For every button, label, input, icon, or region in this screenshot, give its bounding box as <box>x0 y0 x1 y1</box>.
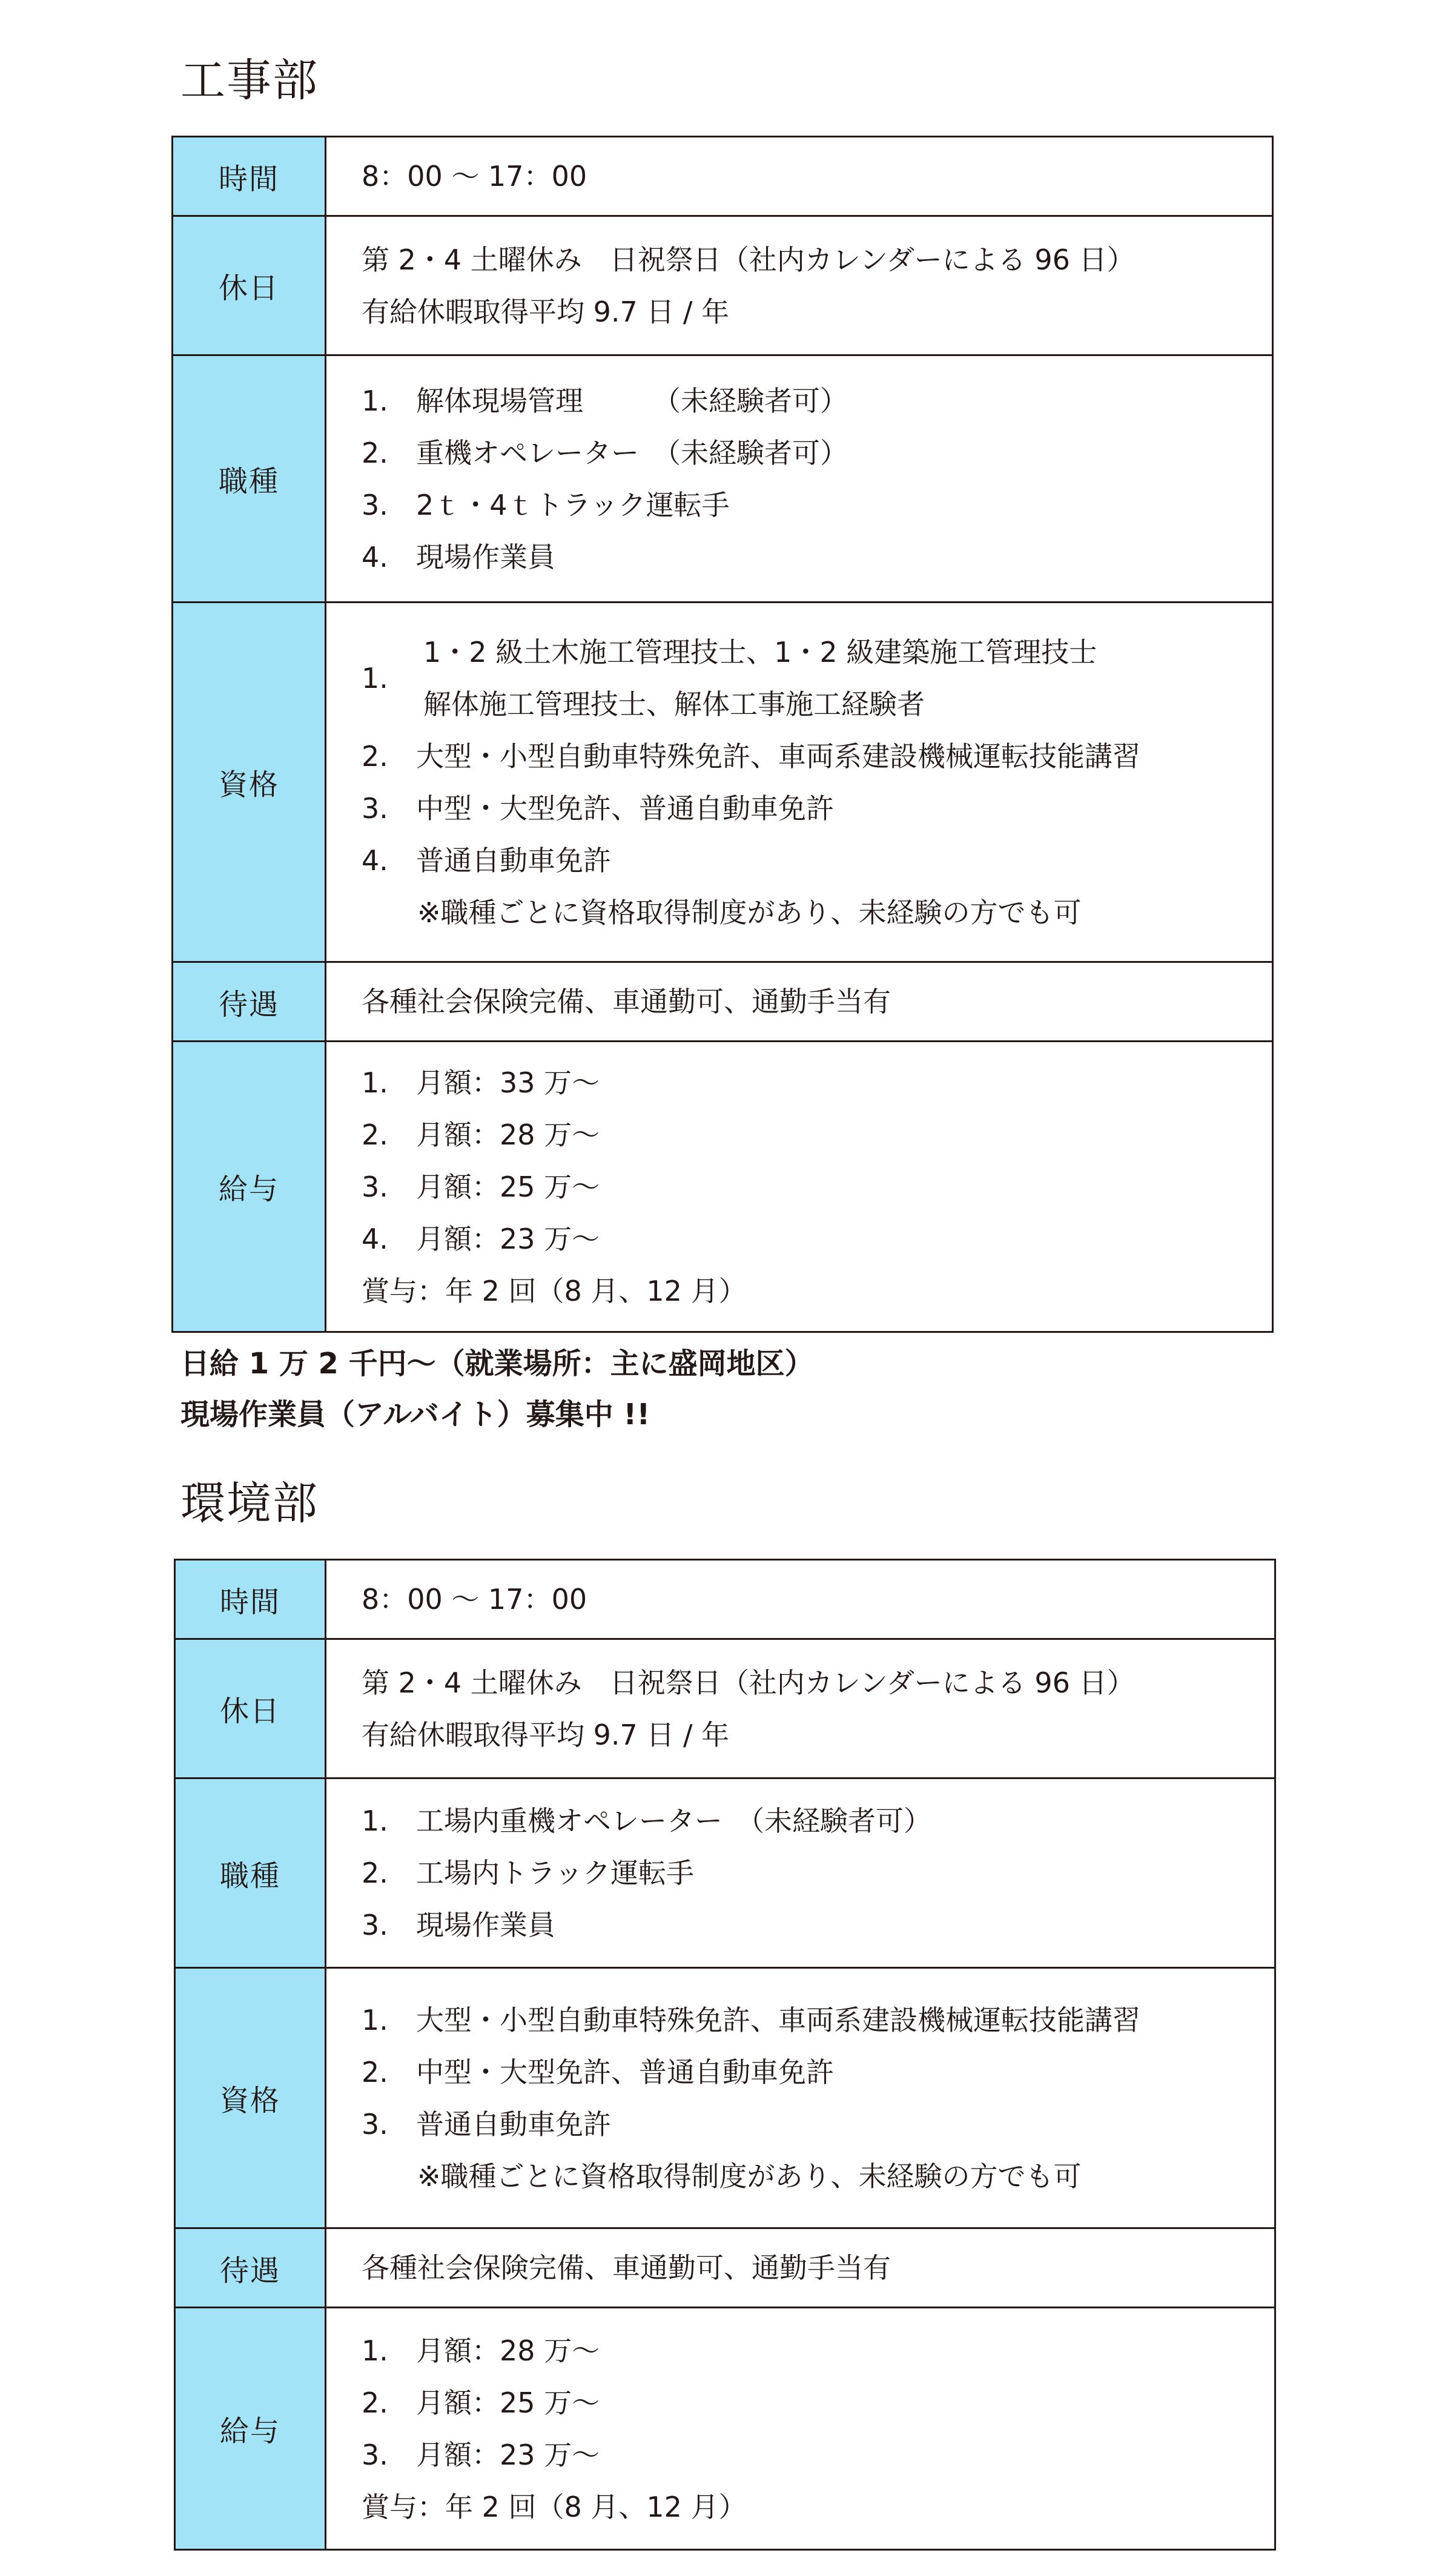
list-item: 1. 大型・小型自動車特殊免許、車両系建設機械運転技能講習 <box>362 2003 1140 2036</box>
list-item: 3. 2ｔ・4ｔトラック運転手 <box>362 488 730 521</box>
kankyo-value-salary <box>326 2308 1275 2550</box>
kankyo-value-benefits <box>326 2228 1275 2308</box>
koji-label-qualifications: 資格 <box>173 603 326 962</box>
list-item: 2. 月額：28 万〜 <box>362 1118 600 1151</box>
kankyo-label-jobs: 職種 <box>175 1778 326 1968</box>
kankyo-value-holidays <box>326 1639 1275 1778</box>
kankyo-label-salary: 給与 <box>175 2308 326 2550</box>
koji-row-salary <box>173 1042 1273 1332</box>
kankyo-label-qualifications: 資格 <box>175 1968 326 2228</box>
list-item: 2. 月額：25 万〜 <box>362 2386 600 2419</box>
salary-bonus: 賞与：年 2 回（8 月、12 月） <box>362 2490 747 2523</box>
koji-value-jobs <box>326 355 1273 603</box>
notice-line: 日給 1 万 2 千円〜（就業場所：主に盛岡地区） <box>180 1347 814 1381</box>
list-item: 4. 月額：23 万〜 <box>362 1222 600 1255</box>
section-title-koji: 工事部 <box>180 54 319 107</box>
koji-row-hours <box>173 137 1273 216</box>
list-item: 2. 大型・小型自動車特殊免許、車両系建設機械運転技能講習 <box>362 739 1140 773</box>
kankyo-value-jobs <box>326 1778 1275 1968</box>
koji-row-jobs <box>173 355 1273 603</box>
salary-bonus: 賞与：年 2 回（8 月、12 月） <box>362 1274 747 1307</box>
notice-line: 現場作業員（アルバイト）募集中 !! <box>180 1398 650 1432</box>
koji-row-holidays <box>173 216 1273 355</box>
koji-label-holidays: 休日 <box>173 216 326 355</box>
list-item: 4. 普通自動車免許 <box>362 844 611 877</box>
list-item: 3. 月額：23 万〜 <box>362 2438 600 2471</box>
koji-holidays-line: 有給休暇取得平均 9.7 日 / 年 <box>362 295 730 328</box>
kankyo-holidays-line: 有給休暇取得平均 9.7 日 / 年 <box>362 1718 730 1751</box>
koji-value-benefits <box>326 962 1273 1042</box>
kankyo-hours-text: 8：00 〜 17：00 <box>362 1583 587 1616</box>
part-time-notice <box>180 1338 814 1440</box>
koji-row-qualifications <box>173 603 1273 962</box>
kankyo-value-hours <box>326 1560 1275 1639</box>
list-item: 2. 工場内トラック運転手 <box>362 1857 695 1889</box>
koji-value-holidays <box>326 216 1273 355</box>
koji-info-table <box>171 136 1274 1333</box>
list-item: 3. 普通自動車免許 <box>362 2107 611 2141</box>
list-item: 3. 月額：25 万〜 <box>362 1170 600 1203</box>
koji-label-hours: 時間 <box>173 137 326 216</box>
koji-value-salary <box>326 1042 1273 1332</box>
kankyo-row-hours <box>175 1560 1275 1639</box>
list-item: 1. 1・2 級土木施工管理技士、1・2 級建築施工管理技士 解体施工管理技士、解体工事施工経験者 <box>362 635 1097 721</box>
kankyo-label-benefits: 待遇 <box>175 2228 326 2308</box>
list-item: 1. 解体現場管理 （未経験者可） <box>362 384 848 417</box>
kankyo-row-qualifications <box>175 1968 1275 2228</box>
koji-value-qualifications <box>326 603 1273 962</box>
kankyo-row-benefits <box>175 2228 1275 2308</box>
koji-hours-text: 8：00 〜 17：00 <box>362 160 587 193</box>
list-item: 3. 現場作業員 <box>362 1909 555 1941</box>
qualification-note: ※職種ごとに資格取得制度があり、未経験の方でも可 <box>417 2159 1082 2193</box>
koji-label-salary: 給与 <box>173 1042 326 1332</box>
list-item: 1. 月額：33 万〜 <box>362 1066 600 1099</box>
kankyo-benefits-text: 各種社会保険完備、車通勤可、通勤手当有 <box>362 2251 891 2284</box>
list-item: 3. 中型・大型免許、普通自動車免許 <box>362 791 834 825</box>
koji-holidays-line: 第 2・4 土曜休み 日祝祭日（社内カレンダーによる 96 日） <box>362 243 1135 276</box>
kankyo-row-jobs <box>175 1778 1275 1968</box>
kankyo-info-table <box>174 1559 1276 2551</box>
kankyo-value-qualifications <box>326 1968 1275 2228</box>
kankyo-holidays-line: 第 2・4 土曜休み 日祝祭日（社内カレンダーによる 96 日） <box>362 1666 1135 1699</box>
list-item: 1. 月額：28 万〜 <box>362 2334 600 2367</box>
koji-label-benefits: 待遇 <box>173 962 326 1042</box>
kankyo-row-salary <box>175 2308 1275 2550</box>
qualification-note: ※職種ごとに資格取得制度があり、未経験の方でも可 <box>417 896 1082 929</box>
koji-row-benefits <box>173 962 1273 1042</box>
list-item: 2. 重機オペレーター （未経験者可） <box>362 436 848 469</box>
list-item: 1. 工場内重機オペレーター （未経験者可） <box>362 1805 931 1837</box>
koji-value-hours <box>326 137 1273 216</box>
list-item: 4. 現場作業員 <box>362 540 555 573</box>
kankyo-label-holidays: 休日 <box>175 1639 326 1778</box>
list-item: 2. 中型・大型免許、普通自動車免許 <box>362 2055 834 2089</box>
koji-benefits-text: 各種社会保険完備、車通勤可、通勤手当有 <box>362 985 891 1018</box>
section-title-kankyo: 環境部 <box>180 1478 319 1530</box>
kankyo-label-hours: 時間 <box>175 1560 326 1639</box>
kankyo-row-holidays <box>175 1639 1275 1778</box>
koji-label-jobs: 職種 <box>173 355 326 603</box>
